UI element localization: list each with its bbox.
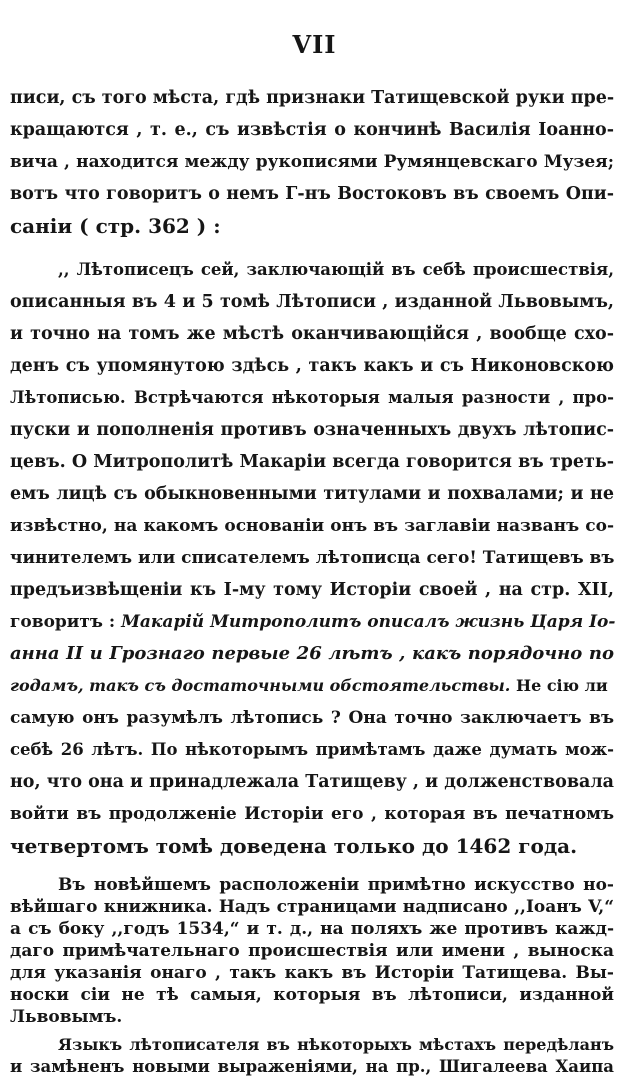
text-line: носки сіи не тѣ самыя, которыя въ лѣтописи, изданной bbox=[10, 985, 614, 1005]
text-line: и замѣненъ новыми выраженіями, на пр., Шигалеева Хаипа bbox=[10, 1057, 614, 1076]
text-line: для указанія онаго , такъ какъ въ Исторіи Татищева. Вы- bbox=[10, 963, 614, 983]
text-line: и точно на томъ же мѣстѣ оканчивающійся , вообще схо- bbox=[10, 324, 614, 344]
text-line: Львовымъ. bbox=[10, 1007, 123, 1027]
text-line: войти въ продолженіе Исторіи его , которая въ печатномъ bbox=[10, 804, 614, 824]
text-line-mixed bbox=[10, 610, 614, 634]
text-line: извѣстно, на какомъ основаніи онъ въ заглавіи названъ со- bbox=[10, 516, 614, 536]
italic-quote-span: годамъ, такъ съ достаточными обстоятельствы. bbox=[10, 676, 511, 695]
text-line: денъ съ упомянутою здѣсь , такъ какъ и съ Никоновскою bbox=[10, 356, 614, 376]
text-line: Въ новѣйшемъ расположеніи примѣтно искусство но- bbox=[58, 875, 614, 895]
text-line: вича , находится между рукописями Румянцевскаго Музея; bbox=[10, 152, 614, 172]
text-line: описанныя въ 4 и 5 томѣ Лѣтописи , изданной Львовымъ, bbox=[10, 292, 614, 312]
text-line: вѣйшаго книжника. Надъ страницами надписано ,,Іоанъ V,“ bbox=[10, 897, 614, 917]
text-line: саніи ( стр. 362 ) : bbox=[10, 214, 221, 238]
text-line: цевъ. О Митрополитѣ Макаріи всегда говорится въ треть- bbox=[10, 452, 614, 472]
text-line: вотъ что говоритъ о немъ Г-нъ Востоковъ въ своемъ Опи- bbox=[10, 184, 614, 204]
text-line: писи, съ того мѣста, гдѣ признаки Татищевской руки пре- bbox=[10, 88, 615, 108]
text-line: но, что она и принадлежала Татищеву , и долженствовала bbox=[10, 772, 614, 792]
text-line bbox=[10, 642, 614, 666]
text-line: пуски и пополненія противъ означенныхъ двухъ лѣтопис- bbox=[10, 420, 614, 440]
text-line: четвертомъ томѣ доведена только до 1462 года. bbox=[10, 834, 578, 858]
text-line: себѣ 26 лѣтъ. По нѣкоторымъ примѣтамъ даже думать мож- bbox=[10, 740, 614, 759]
text-line: чинителемъ или списателемъ лѣтописца сего! Татищевъ въ bbox=[10, 548, 615, 568]
italic-quote-span: анна II и Грознаго первые 26 лѣтъ , какъ порядочно по bbox=[10, 643, 614, 664]
text-line-mixed bbox=[10, 674, 614, 698]
text-line: Лѣтописью. Встрѣчаются нѣкоторыя малыя разности , про- bbox=[10, 388, 614, 407]
text-line: ,, Лѣтописецъ сей, заключающій въ себѣ происшествія, bbox=[58, 260, 614, 279]
text-line: самую онъ разумѣлъ лѣтопись ? Она точно заключаетъ въ bbox=[10, 708, 614, 728]
text-line: кращаются , т. е., съ извѣстія о кончинѣ Василія Іоанно- bbox=[10, 120, 614, 140]
text-line: даго примѣчательнаго происшествія или имени , выноска bbox=[10, 941, 614, 961]
text-span: говоритъ : bbox=[10, 612, 116, 632]
page-number: VII bbox=[292, 30, 337, 59]
text-line: емъ лицѣ съ обыкновенными титулами и похвалами; и не bbox=[10, 484, 614, 504]
text-line: Языкъ лѣтописателя въ нѣкоторыхъ мѣстахъ передѣланъ bbox=[58, 1035, 614, 1054]
italic-quote-span: Макарій Митрополитъ описалъ жизнь Царя Іо- bbox=[115, 612, 616, 632]
text-line: предъизвѣщеніи къ І-му тому Исторіи своей , на стр. XII, bbox=[10, 580, 614, 600]
text-span: Не сію ли bbox=[510, 676, 608, 695]
text-line: а съ боку ,,годъ 1534,“ и т. д., на поляхъ же противъ кажд- bbox=[10, 919, 614, 939]
